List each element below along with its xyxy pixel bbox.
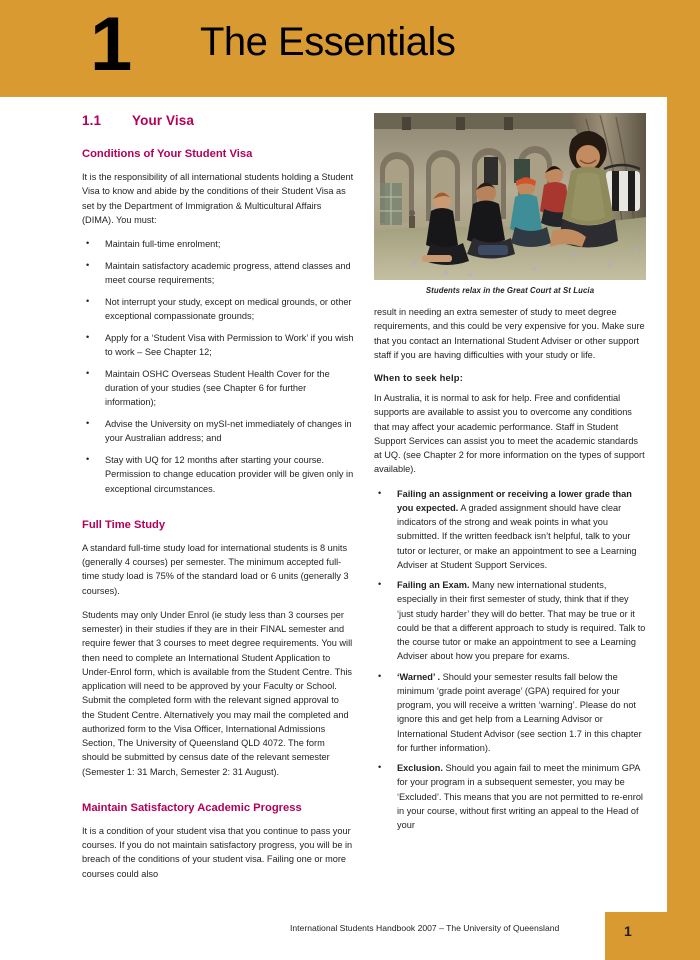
footer-source-line: International Students Handbook 2007 – The University of Queensland [290, 923, 560, 933]
seek-help-paragraph: In Australia, it is normal to ask for help. Free and confidential supports are available to assist you to overcome any conditions that may affect your academic performance. Staff in Student Support Services can assist you to meet the academic standards at UQ. (see Chapter 2 for more information on the types of support available). [374, 393, 645, 475]
list-item [374, 487, 646, 573]
subheading-conditions: Conditions of Your Student Visa [82, 148, 253, 160]
visa-intro-paragraph: It is the responsibility of all international students holding a Student Visa to know and abide by the conditions of their Student Visa as set by the Department of Immigration & Multicultural Affairs (DIMA). You must: [82, 172, 354, 225]
list-item: • Not interrupt your study, except on medical grounds, or other exceptional compassionate grounds; [82, 295, 354, 324]
chapter-number: 1 [90, 2, 131, 87]
left-column [82, 113, 354, 891]
list-item: • Advise the University on mySI-net immediately of changes in your Australian address; and [82, 417, 354, 446]
chapter-title: The Essentials [200, 20, 456, 64]
list-item: • Apply for a ‘Student Visa with Permission to Work’ if you wish to work – See Chapter 12; [82, 331, 354, 360]
visa-conditions-list [82, 237, 354, 496]
continuation-paragraph: result in needing an extra semester of study to meet degree requirements, and this could be very expensive for you. Make sure that you contact an International Student Adviser or other support staff if you are having difficulties with your study or life. [374, 307, 645, 360]
subheading-academic-progress: Maintain Satisfactory Academic Progress [82, 801, 302, 814]
right-column [374, 305, 646, 838]
subheading-full-time-study: Full Time Study [82, 518, 166, 531]
students-on-lawn-photo [374, 113, 646, 280]
list-item: • Maintain full-time enrolment; [82, 237, 354, 251]
page-number-block [605, 912, 700, 960]
full-time-study-paragraph-2: Students may only Under Enrol (ie study less than 3 courses per semester) in their studies if they are in their FINAL semester and require fewer that 3 courses to meet degree requirements. You will then need to complete an International Student Application to Under-Enrol form, which is available from the Student Centre. This application will need to be approved by your Faculty or School. Submit the completed form with the relevant signed approval to the Student Centre. Alternatively you may mail the completed and authorized form to the Visa Officer, International Admissions Section, The University of Queensland QLD 4072. The form should be submitted by census date of the relevant semester (Semester 1: 31 March, Semester 2: 31 August). [82, 609, 353, 777]
list-item-body: A graded assignment should have clear indicators of the strong and weak points in what you submitted. If the written feedback isn’t helpful, talk to your tutor or lecturer, or make an appointment to see a Learning Adviser at Student Support Services. [397, 502, 637, 570]
list-item-lead: Failing an assignment or receiving a lower grade than you expected. [397, 488, 632, 513]
chapter-header-band [0, 0, 700, 97]
list-item: • Maintain OSHC Overseas Student Health Cover for the duration of your studies (see Chapter 6 for further information); [82, 367, 354, 410]
list-item: • Maintain satisfactory academic progress, attend classes and meet course requirements; [82, 259, 354, 288]
section-number: 1.1 [82, 113, 102, 128]
full-time-study-paragraph-1: A standard full-time study load for international students is 8 units (generally 4 courses) per semester. The minimum accepted full-time study load is 75% of the standard load or 6 units (generally 3 courses). [82, 542, 349, 596]
photo-caption: Students relax in the Great Court at St Lucia [425, 286, 595, 295]
list-item [374, 670, 646, 756]
list-item: • Stay with UQ for 12 months after starting your course. Permission to change education provider will be given only in exceptional circumstances. [82, 453, 354, 496]
page-number: 1 [624, 923, 632, 939]
academic-progress-paragraph: It is a condition of your student visa that you continue to pass your courses. If you do not maintain satisfactory progress, you will be in breach of the conditions of your student visa. Failing one or more courses could also [82, 825, 353, 879]
list-item [374, 578, 646, 664]
list-item-lead: Exclusion. [397, 763, 443, 773]
list-item [374, 761, 646, 832]
list-item-body: Many new international students, especially in their first semester of study, think that if they ‘just study harder’ they will do better. That may be true or it could be that a different approach to study is required. Talk to the course tutor or make an appointment to see a Learning Adviser about how you prepare for exams. [397, 580, 646, 662]
page-content [82, 113, 657, 888]
section-heading [82, 113, 354, 128]
subheading-when-to-seek-help: When to seek help: [374, 372, 464, 383]
list-item-body: Should you again fail to meet the minimum GPA for your program in a subsequent semester, you may be ‘Excluded’. This means that you are not permitted to re-enrol in your course, without first writing an appeal to the Head of your [397, 763, 643, 830]
list-item-lead: Failing an Exam. [397, 580, 470, 590]
photo-block [374, 113, 646, 295]
list-item-body: Should your semester results fall below the minimum ‘grade point average’ (GPA) required for your program, you will receive a written ‘warning’. Please do not ignore this and get help from a Learning Advisor or International Student Advisor (see section 1.7 in this chapter for further information). [397, 671, 642, 753]
list-item-lead: ‘Warned’ . [397, 671, 441, 682]
help-situations-list [374, 487, 646, 833]
right-edge-rail [667, 97, 700, 960]
section-title: Your Visa [132, 113, 194, 128]
